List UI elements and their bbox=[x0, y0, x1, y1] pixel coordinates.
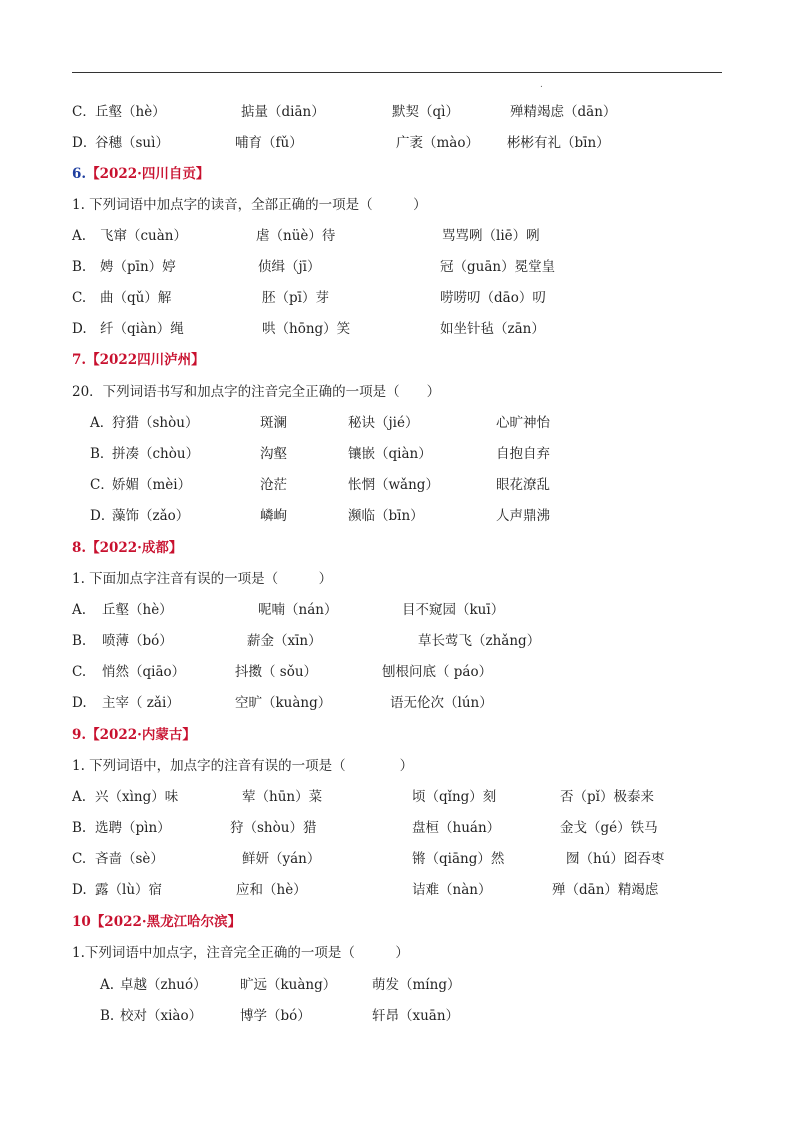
option-item: 刨根问底（ páo） bbox=[382, 664, 493, 680]
option-item: 掂量（diān） bbox=[241, 104, 325, 120]
option-item: 胚（pī）芽 bbox=[262, 290, 329, 306]
option-item: 沟壑 bbox=[260, 446, 287, 462]
section-number: 10 bbox=[72, 914, 91, 930]
option-label: D. bbox=[72, 882, 87, 898]
section-title: 【2022·黑龙江哈尔滨】 bbox=[90, 914, 242, 930]
option-item: 兴（xìng）味 bbox=[95, 789, 179, 805]
section-title: 【2022四川泸州】 bbox=[86, 352, 205, 368]
option-item: 悄然（qiāo） bbox=[102, 664, 186, 680]
option-item: 秘诀（jié） bbox=[348, 415, 419, 431]
option-item: 娇媚（mèi） bbox=[112, 477, 192, 493]
option-label: D． bbox=[90, 508, 115, 524]
section-heading bbox=[72, 351, 205, 369]
option-item: 嶙峋 bbox=[260, 508, 287, 524]
option-label: C. bbox=[72, 290, 87, 306]
top-rule bbox=[72, 72, 722, 73]
option-label: B． bbox=[90, 446, 114, 462]
question-text: 1. 下列词语中加点字的读音，全部正确的一项是（ ） bbox=[72, 197, 427, 213]
section-title: 【2022·成都】 bbox=[86, 540, 183, 556]
option-item: 校对（xiào） bbox=[120, 1008, 203, 1024]
option-item: 默契（qì） bbox=[392, 104, 459, 120]
option-item: 骂骂咧（liē）咧 bbox=[442, 228, 540, 244]
option-item: 选聘（pìn） bbox=[95, 820, 171, 836]
option-item: 广袤（mào） bbox=[396, 135, 479, 151]
option-label: D. bbox=[72, 695, 87, 711]
option-label: B. bbox=[72, 633, 87, 649]
option-label: D. bbox=[72, 321, 87, 337]
option-label: A. bbox=[72, 602, 87, 618]
option-item: 萌发（míng） bbox=[372, 977, 461, 993]
option-item: 眼花潦乱 bbox=[496, 477, 550, 493]
option-item: 斑澜 bbox=[260, 415, 287, 431]
section-number: 6. bbox=[72, 166, 87, 182]
option-label: A． bbox=[90, 415, 114, 431]
option-label: B. bbox=[72, 259, 87, 275]
option-item: 博学（bó） bbox=[240, 1008, 311, 1024]
option-item: 应和（hè） bbox=[236, 882, 307, 898]
option-item: 轩昂（xuān） bbox=[372, 1008, 460, 1024]
option-item: 冠（guān）冕堂皇 bbox=[440, 259, 556, 275]
option-item: 哄（hōng）笑 bbox=[262, 321, 351, 337]
option-item: 拼凑（chòu） bbox=[112, 446, 200, 462]
question-text: 1.下列词语中加点字，注音完全正确的一项是（ ） bbox=[72, 945, 409, 961]
section-heading bbox=[72, 539, 182, 557]
option-label: A. bbox=[72, 789, 87, 805]
top-dot: . bbox=[540, 80, 543, 90]
option-label: C. bbox=[72, 851, 87, 867]
option-item: 狩（shòu）猎 bbox=[230, 820, 317, 836]
option-item: 殚（dān）精竭虑 bbox=[552, 882, 659, 898]
option-item: 飞窜（cuàn） bbox=[100, 228, 187, 244]
option-item: 镶嵌（qiàn） bbox=[348, 446, 432, 462]
question-text: 1. 下列词语中，加点字的注音有误的一项是（ ） bbox=[72, 758, 414, 774]
option-item: 薪金（xīn） bbox=[247, 633, 322, 649]
option-item: 盘桓（huán） bbox=[412, 820, 501, 836]
option-item: 囫（hú）囵吞枣 bbox=[566, 851, 665, 867]
option-item: 荤（hūn）菜 bbox=[242, 789, 323, 805]
option-item: 抖擞（ sǒu） bbox=[235, 664, 318, 680]
option-item: 旷远（kuàng） bbox=[240, 977, 337, 993]
option-item: 空旷（kuàng） bbox=[235, 695, 332, 711]
option-item: 濒临（bīn） bbox=[348, 508, 424, 524]
option-item: 鲜妍（yán） bbox=[242, 851, 321, 867]
option-item: 主宰（ zǎi） bbox=[102, 695, 180, 711]
option-item: 怅惘（wǎng） bbox=[348, 477, 439, 493]
option-label: C. bbox=[72, 664, 87, 680]
option-item: 目不窥园（kuī） bbox=[402, 602, 505, 618]
option-label: A. bbox=[72, 228, 87, 244]
option-item: 彬彬有礼（bīn） bbox=[507, 135, 610, 151]
section-number: 8. bbox=[72, 540, 87, 556]
option-item: 唠唠叨（dāo）叨 bbox=[440, 290, 546, 306]
option-item: 顷（qǐng）刻 bbox=[412, 789, 497, 805]
option-item: 自抱自弃 bbox=[496, 446, 550, 462]
section-number: 7. bbox=[72, 352, 87, 368]
option-item: 草长莺飞（zhǎng） bbox=[418, 633, 541, 649]
option-item: 侦缉（jī） bbox=[258, 259, 321, 275]
section-heading bbox=[72, 165, 209, 183]
option-item: 谷穗（suì） bbox=[95, 135, 169, 151]
option-item: 否（pǐ）极泰来 bbox=[560, 789, 654, 805]
option-item: 狩猎（shòu） bbox=[112, 415, 199, 431]
question-text: 20．下列词语书写和加点字的注音完全正确的一项是（ ） bbox=[72, 384, 441, 400]
option-label: A. bbox=[100, 977, 115, 993]
option-item: 曲（qǔ）解 bbox=[100, 290, 172, 306]
option-label: B. bbox=[72, 820, 87, 836]
option-item: 锵（qiāng）然 bbox=[412, 851, 505, 867]
option-item: 语无伦次（lún） bbox=[390, 695, 493, 711]
section-title: 【2022·四川自贡】 bbox=[86, 166, 210, 182]
option-item: 娉（pīn）婷 bbox=[100, 259, 176, 275]
section-heading bbox=[72, 726, 196, 744]
option-item: 丘壑（hè） bbox=[102, 602, 173, 618]
section-number: 9. bbox=[72, 727, 87, 743]
option-item: 人声鼎沸 bbox=[496, 508, 550, 524]
option-item: 心旷神怡 bbox=[496, 415, 550, 431]
option-item: 殚精竭虑（dān） bbox=[510, 104, 617, 120]
option-item: 呢喃（nán） bbox=[258, 602, 338, 618]
option-item: 虐（nüè）待 bbox=[256, 228, 336, 244]
section-title: 【2022·内蒙古】 bbox=[86, 727, 196, 743]
option-item: 沧茫 bbox=[260, 477, 287, 493]
option-item: 金戈（gé）铁马 bbox=[560, 820, 658, 836]
option-item: 喷薄（bó） bbox=[102, 633, 173, 649]
option-item: 诘难（nàn） bbox=[412, 882, 492, 898]
option-item: 丘壑（hè） bbox=[95, 104, 166, 120]
option-item: 吝啬（sè） bbox=[95, 851, 164, 867]
option-label: C． bbox=[72, 104, 96, 120]
section-heading bbox=[72, 913, 241, 931]
option-item: 露（lù）宿 bbox=[95, 882, 163, 898]
question-text: 1. 下面加点字注音有误的一项是（ ） bbox=[72, 571, 333, 587]
option-item: 纤（qiàn）绳 bbox=[100, 321, 184, 337]
option-label: B. bbox=[100, 1008, 115, 1024]
option-label: C． bbox=[90, 477, 114, 493]
option-label: D． bbox=[72, 135, 97, 151]
option-item: 如坐针毡（zān） bbox=[440, 321, 545, 337]
option-item: 卓越（zhuó） bbox=[120, 977, 207, 993]
option-item: 藻饰（zǎo） bbox=[112, 508, 190, 524]
option-item: 哺育（fǔ） bbox=[235, 135, 303, 151]
